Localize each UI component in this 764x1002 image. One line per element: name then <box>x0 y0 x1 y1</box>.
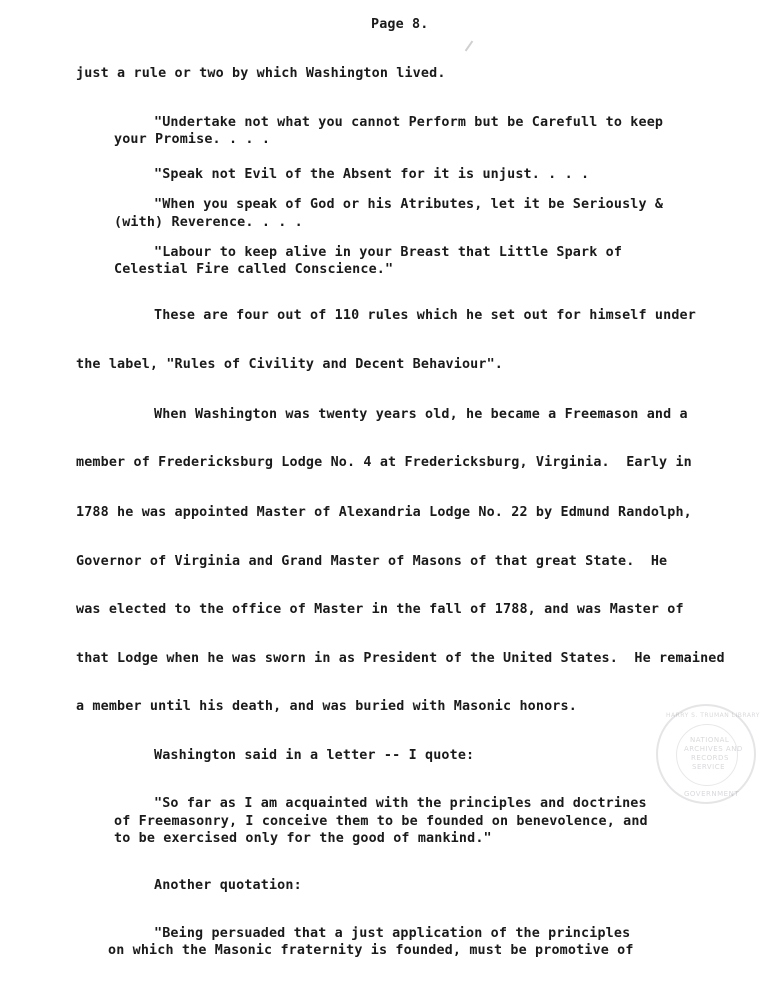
paragraph-line: When Washington was twenty years old, he became a Freemason and a <box>154 407 688 422</box>
paragraph-line: 1788 he was appointed Master of Alexandria Lodge No. 22 by Edmund Randolph, <box>76 505 692 520</box>
letter-quote-line: to be exercised only for the good of mankind." <box>114 831 492 846</box>
another-quote-line: on which the Masonic fraternity is founded, must be promotive of <box>108 943 634 958</box>
quote-line: "When you speak of God or his Atributes, let it be Seriously & <box>154 197 664 212</box>
quote-line: your Promise. . . . <box>114 132 271 147</box>
stamp-text: GOVERNMENT <box>684 790 740 798</box>
paragraph-line: that Lodge when he was sworn in as President of the United States. He remained <box>76 651 725 666</box>
paragraph-line: member of Fredericksburg Lodge No. 4 at Fredericksburg, Virginia. Early in <box>76 455 692 470</box>
letter-intro: Washington said in a letter -- I quote: <box>154 748 475 763</box>
letter-quote-line: "So far as I am acquainted with the principles and doctrines <box>154 796 647 811</box>
stamp-text: ARCHIVES AND <box>684 745 743 753</box>
another-quote-line: "Being persuaded that a just application of the principles <box>154 926 631 941</box>
paragraph-line: These are four out of 110 rules which he set out for himself under <box>154 308 696 323</box>
paragraph-line: the label, "Rules of Civility and Decent Behaviour". <box>76 357 504 372</box>
quote-line: "Labour to keep alive in your Breast that Little Spark of <box>154 245 623 260</box>
another-intro: Another quotation: <box>154 878 302 893</box>
stamp-text: HARRY S. TRUMAN LIBRARY <box>666 712 760 719</box>
quote-line: "Undertake not what you cannot Perform but be Carefull to keep <box>154 115 664 130</box>
letter-quote-line: of Freemasonry, I conceive them to be founded on benevolence, and <box>114 814 648 829</box>
stamp-text: RECORDS <box>691 754 729 762</box>
page-header: Page 8. <box>371 17 429 32</box>
stamp-text: NATIONAL <box>690 736 730 744</box>
quote-line: "Speak not Evil of the Absent for it is unjust. . . . <box>154 167 590 182</box>
paragraph-intro-line: just a rule or two by which Washington lived. <box>76 66 446 81</box>
paragraph-line: a member until his death, and was buried with Masonic honors. <box>76 699 577 714</box>
quote-line: (with) Reverence. . . . <box>114 215 303 230</box>
pen-mark <box>465 41 474 52</box>
quote-line: Celestial Fire called Conscience." <box>114 262 394 277</box>
archive-stamp <box>656 704 760 804</box>
paragraph-line: Governor of Virginia and Grand Master of Masons of that great State. He <box>76 554 668 569</box>
paragraph-line: was elected to the office of Master in the fall of 1788, and was Master of <box>76 602 684 617</box>
stamp-text: SERVICE <box>692 763 726 771</box>
